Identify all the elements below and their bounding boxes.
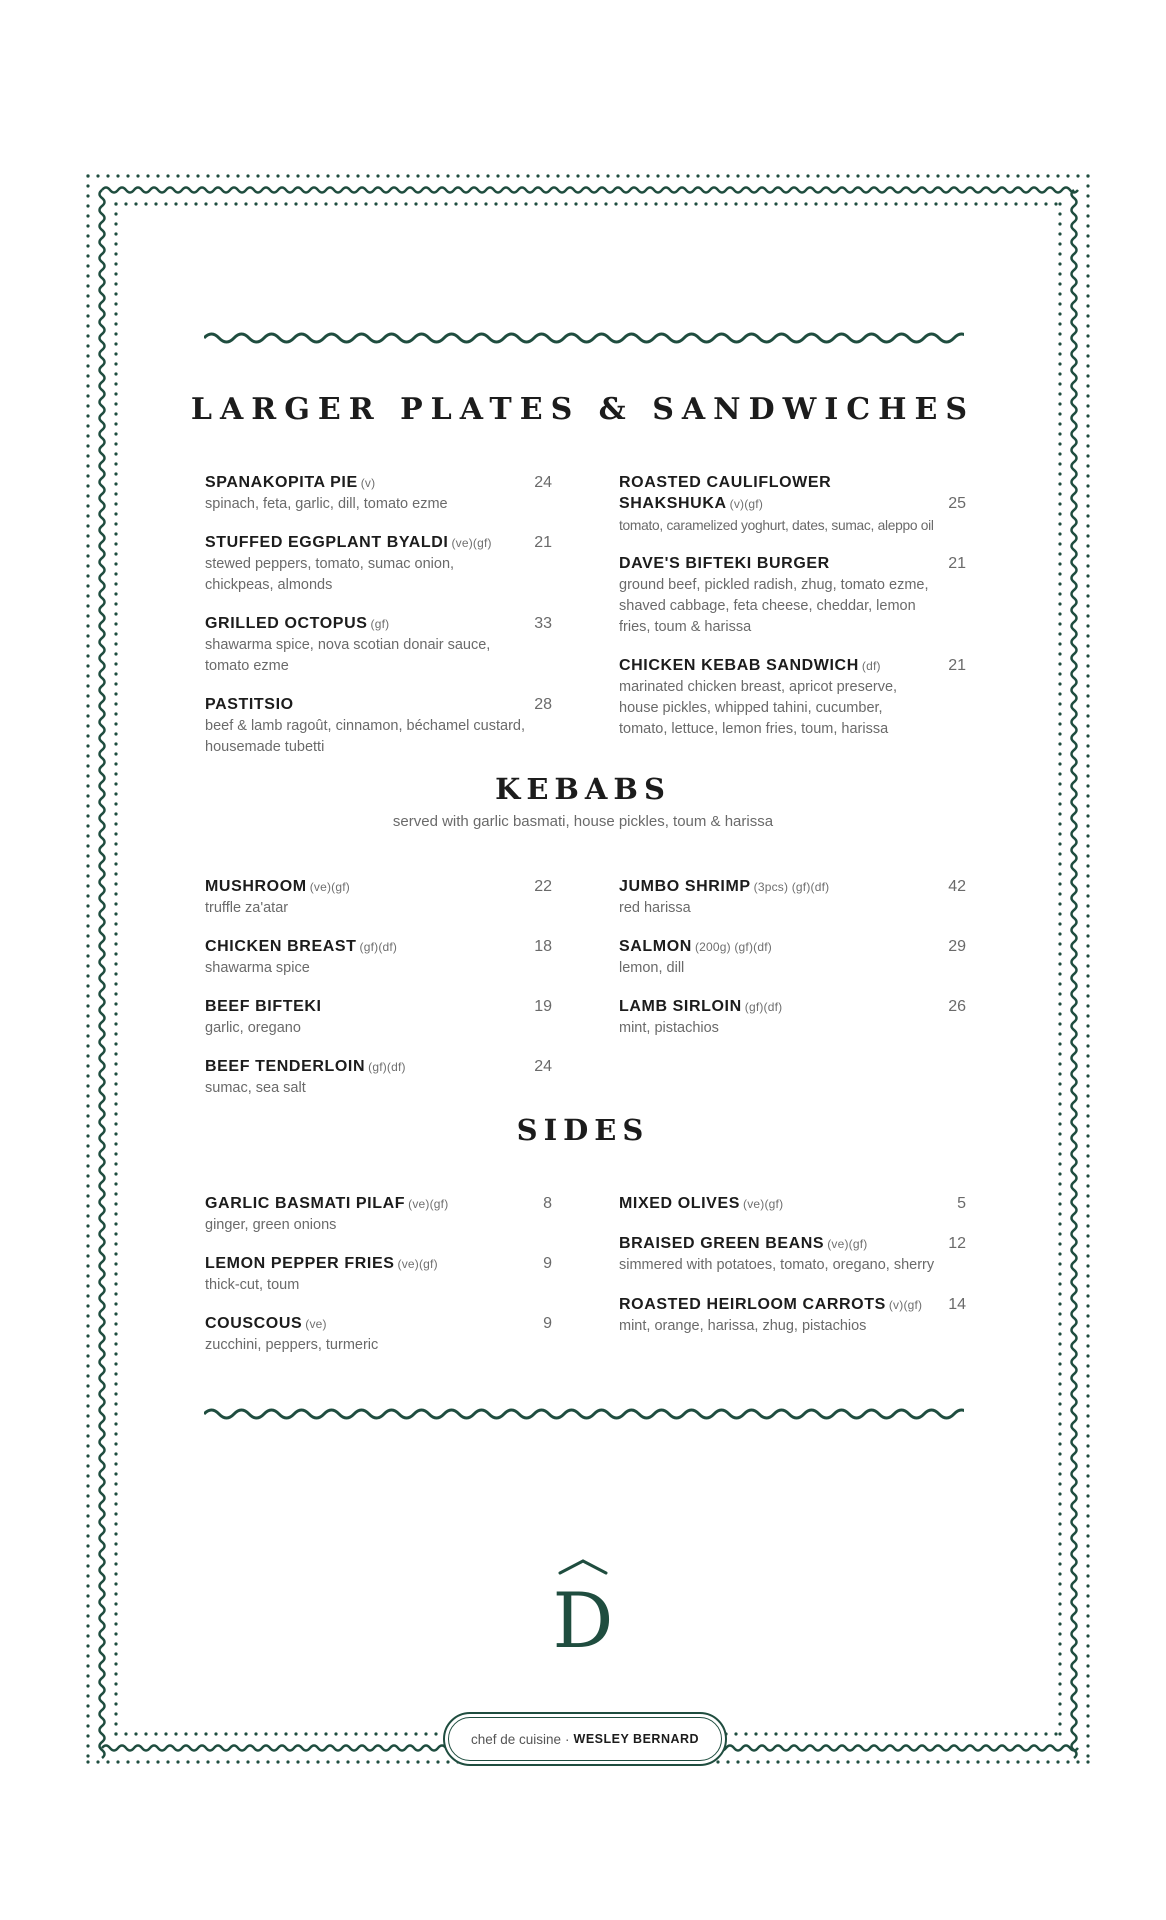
item-dietary-tags: (3pcs) (gf)(df) bbox=[753, 880, 830, 894]
item-price: 28 bbox=[534, 696, 552, 713]
item-price: 18 bbox=[534, 938, 552, 955]
item-dietary-tags: (gf)(df) bbox=[368, 1060, 406, 1074]
logo-letter: D bbox=[552, 1576, 614, 1655]
larger-plates-right-column bbox=[619, 472, 966, 757]
item-description: shawarma spice, nova scotian donair sauce, tomato ezme bbox=[205, 637, 491, 674]
restaurant-logo bbox=[540, 1555, 626, 1655]
menu-item bbox=[205, 1253, 552, 1296]
item-name: LAMB SIRLOIN bbox=[619, 998, 742, 1015]
item-dietary-tags: (ve)(gf) bbox=[743, 1197, 784, 1211]
item-dietary-tags: (ve)(gf) bbox=[827, 1237, 868, 1251]
item-dietary-tags: (gf) bbox=[370, 617, 390, 631]
item-dietary-tags: (ve) bbox=[305, 1317, 327, 1331]
item-price: 9 bbox=[543, 1315, 552, 1332]
item-name: GARLIC BASMATI PILAF bbox=[205, 1195, 406, 1212]
item-name: LEMON PEPPER FRIES bbox=[205, 1255, 395, 1272]
item-description: mint, pistachios bbox=[619, 1020, 719, 1036]
kebabs-subtitle: served with garlic basmati, house pickles, toum & harissa bbox=[392, 813, 774, 830]
item-name: PASTITSIO bbox=[205, 696, 294, 713]
item-description: tomato, caramelized yoghurt, dates, sumac, aleppo oil bbox=[619, 518, 934, 533]
item-description: simmered with potatoes, tomato, oregano, sherry bbox=[619, 1257, 935, 1273]
item-price: 22 bbox=[534, 878, 552, 895]
menu-item bbox=[205, 1056, 552, 1099]
item-name: SPANAKOPITA PIE bbox=[205, 474, 358, 491]
chef-title: chef de cuisine bbox=[470, 1731, 562, 1747]
section-title-kebabs: KEBABS bbox=[495, 772, 671, 806]
menu-item bbox=[619, 1233, 966, 1276]
item-dietary-tags: (v)(gf) bbox=[888, 1298, 923, 1312]
menu-item bbox=[205, 532, 552, 596]
menu-item bbox=[619, 553, 966, 638]
item-name: BEEF TENDERLOIN bbox=[205, 1058, 366, 1075]
item-description: ground beef, pickled radish, zhug, tomato ezme, shaved cabbage, feta cheese, cheddar, lemon fries, toum & harissa bbox=[619, 577, 929, 635]
item-description: shawarma spice bbox=[205, 960, 310, 976]
menu-item bbox=[619, 1193, 966, 1215]
item-name: JUMBO SHRIMP bbox=[619, 878, 751, 895]
item-dietary-tags: (ve)(gf) bbox=[309, 880, 350, 894]
sides-left-column bbox=[205, 1193, 552, 1373]
item-name: DAVE'S BIFTEKI BURGER bbox=[619, 555, 830, 572]
chef-badge bbox=[443, 1712, 727, 1766]
item-price: 24 bbox=[534, 474, 552, 491]
item-description: zucchini, peppers, turmeric bbox=[205, 1337, 379, 1353]
menu-item bbox=[205, 694, 552, 758]
item-name: SALMON bbox=[619, 938, 692, 955]
section-title-sides: SIDES bbox=[516, 1113, 650, 1147]
item-price: 14 bbox=[948, 1296, 966, 1313]
item-description: sumac, sea salt bbox=[205, 1080, 306, 1096]
bottom-wave-divider bbox=[204, 1402, 964, 1426]
item-description: garlic, oregano bbox=[205, 1020, 301, 1036]
menu-item bbox=[619, 1294, 966, 1337]
item-price: 42 bbox=[948, 878, 966, 895]
menu-item bbox=[619, 876, 966, 919]
item-dietary-tags: (gf)(df) bbox=[359, 940, 398, 954]
item-price: 9 bbox=[543, 1255, 552, 1272]
item-name: MIXED OLIVES bbox=[619, 1195, 740, 1212]
item-price: 21 bbox=[534, 534, 552, 551]
item-price: 33 bbox=[534, 615, 552, 632]
item-name: COUSCOUS bbox=[205, 1315, 303, 1332]
item-name: STUFFED EGGPLANT BYALDI bbox=[205, 534, 449, 551]
top-wave-divider bbox=[204, 326, 964, 350]
item-price: 21 bbox=[948, 555, 966, 572]
item-name: MUSHROOM bbox=[205, 878, 307, 895]
item-dietary-tags: (gf)(df) bbox=[744, 1000, 783, 1014]
item-dietary-tags: (v) bbox=[360, 476, 376, 490]
menu-item bbox=[205, 996, 552, 1039]
item-name: CHICKEN BREAST bbox=[205, 938, 357, 955]
item-price: 12 bbox=[948, 1235, 966, 1252]
item-description: marinated chicken breast, apricot preserve, house pickles, whipped tahini, cucumber, tomato, lettuce, lemon fries, toum, harissa bbox=[619, 679, 898, 737]
item-dietary-tags: (v)(gf) bbox=[729, 497, 764, 511]
item-description: stewed peppers, tomato, sumac onion, chickpeas, almonds bbox=[205, 556, 455, 593]
item-dietary-tags: (ve)(gf) bbox=[397, 1257, 438, 1271]
item-price: 26 bbox=[948, 998, 966, 1015]
item-dietary-tags: (df) bbox=[861, 659, 881, 673]
menu-item bbox=[619, 996, 966, 1039]
larger-plates-left-column bbox=[205, 472, 552, 775]
item-description: spinach, feta, garlic, dill, tomato ezme bbox=[205, 496, 448, 512]
item-price: 21 bbox=[948, 657, 966, 674]
item-name: GRILLED OCTOPUS bbox=[205, 615, 368, 632]
item-price: 29 bbox=[948, 938, 966, 955]
menu-item bbox=[619, 936, 966, 979]
item-name: ROASTED HEIRLOOM CARROTS bbox=[619, 1296, 886, 1313]
menu-item bbox=[619, 655, 966, 740]
menu-item bbox=[205, 876, 552, 919]
menu-item bbox=[205, 613, 552, 677]
item-name: BEEF BIFTEKI bbox=[205, 998, 322, 1015]
item-description: truffle za'atar bbox=[205, 900, 289, 916]
item-description: lemon, dill bbox=[619, 960, 685, 976]
kebabs-right-column bbox=[619, 876, 966, 1056]
menu-item bbox=[205, 1313, 552, 1356]
item-price: 19 bbox=[534, 998, 552, 1015]
item-description: red harissa bbox=[619, 900, 691, 916]
item-dietary-tags: (ve)(gf) bbox=[451, 536, 492, 550]
kebabs-left-column bbox=[205, 876, 552, 1116]
item-dietary-tags: (ve)(gf) bbox=[408, 1197, 449, 1211]
item-description: mint, orange, harissa, zhug, pistachios bbox=[619, 1318, 867, 1334]
menu-item bbox=[205, 1193, 552, 1236]
menu-item bbox=[205, 472, 552, 515]
menu-item bbox=[205, 936, 552, 979]
chef-name: WESLEY BERNARD bbox=[573, 1732, 700, 1746]
item-price: 25 bbox=[948, 495, 966, 512]
item-description: beef & lamb ragoût, cinnamon, béchamel custard, housemade tubetti bbox=[205, 718, 525, 755]
item-price: 24 bbox=[534, 1058, 552, 1075]
section-title-larger-plates: LARGER PLATES & SANDWICHES bbox=[190, 392, 976, 427]
item-name: BRAISED GREEN BEANS bbox=[619, 1235, 825, 1252]
item-price: 8 bbox=[543, 1195, 552, 1212]
item-description: ginger, green onions bbox=[205, 1217, 337, 1233]
item-description: thick-cut, toum bbox=[205, 1277, 300, 1293]
item-price: 5 bbox=[957, 1195, 966, 1212]
item-name: ROASTED CAULIFLOWER SHAKSHUKA bbox=[619, 474, 832, 512]
item-name: CHICKEN KEBAB SANDWICH bbox=[619, 657, 859, 674]
menu-item bbox=[619, 472, 966, 536]
item-dietary-tags: (200g) (gf)(df) bbox=[694, 940, 772, 954]
sides-right-column bbox=[619, 1193, 966, 1355]
separator-dot: · bbox=[565, 1731, 570, 1747]
